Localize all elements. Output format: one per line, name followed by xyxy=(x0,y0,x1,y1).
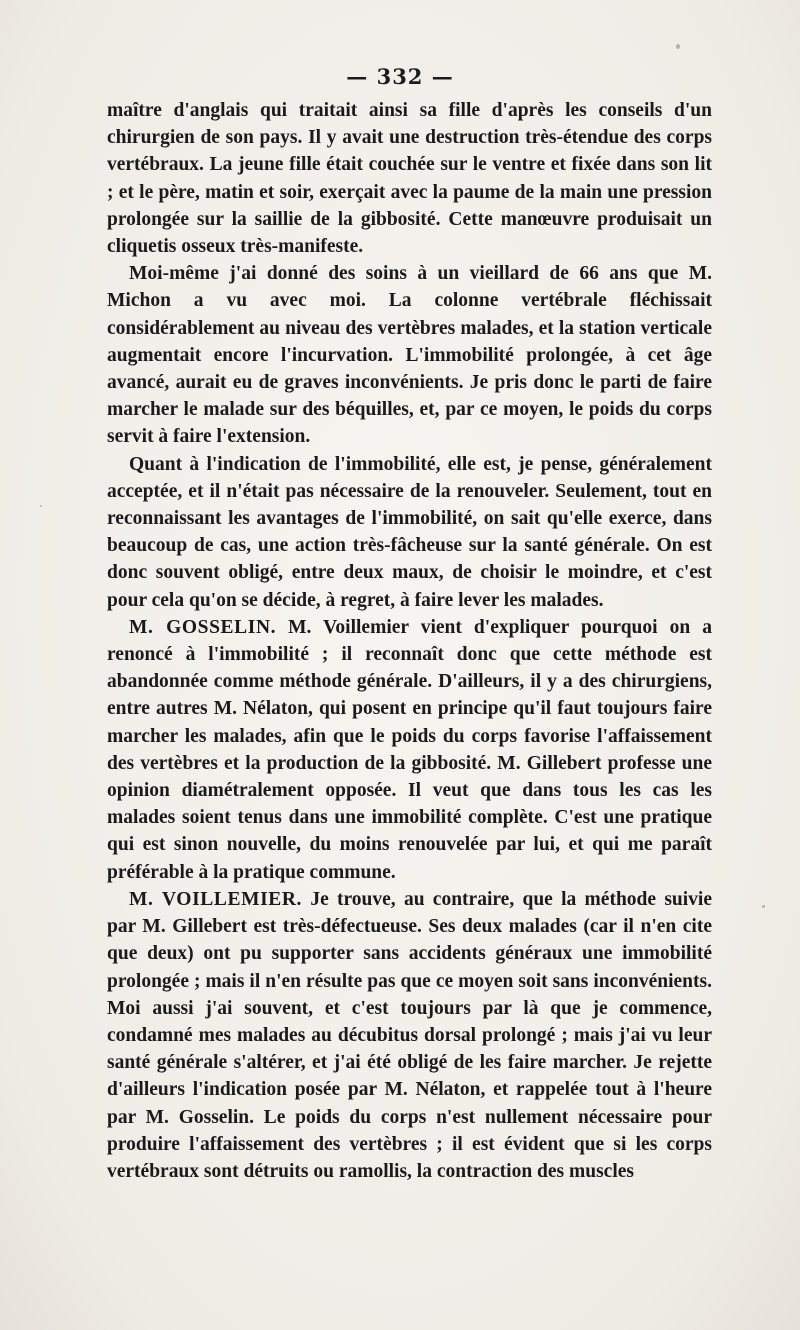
paragraph-1 xyxy=(107,97,712,260)
paragraph-3-text: Quant à l'indication de l'immobilité, elle est, je pense, généralement acceptée, et il n'était pas nécessaire de la renouveler. Seulement, tout en reconnaissant les avantages de l'immobilité, on sait qu'elle exerce, dans beaucoup de cas, une action très-fâcheuse sur la santé générale. On est donc souvent obligé, entre deux maux, de choisir le moindre, et c'est pour cela qu'on se décide, à regret, à faire lever les malades. xyxy=(107,453,712,611)
speaker-name: M. VOILLEMIER. xyxy=(129,888,303,910)
page-number: — 332 — xyxy=(346,64,454,89)
paragraph-2 xyxy=(107,260,712,450)
paper-speck xyxy=(40,505,42,507)
paragraph-5-text: Je trouve, au contraire, que la méthode suivie par M. Gillebert est très-défectueuse. Ses deux malades (car il n'en cite que deux) ont pu supporter sans accidents généraux une immobilité prolongée ; mais il n'en résulte pas que ce moyen soit sans inconvénients. Moi aussi j'ai souvent, et c'est toujours par là que je commence, condamné mes malades au décubitus dorsal prolongé ; mais j'ai vu leur santé générale s'altérer, et j'ai été obligé de les faire marcher. Je rejette d'ailleurs l'indication posée par M. Nélaton, et rappelée tout à l'heure par M. Gosselin. Le poids du corps n'est nullement nécessaire pour produire l'affaissement des vertèbres ; il est évident que si les corps vertébraux sont détruits ou ramollis, la contraction des muscles xyxy=(107,888,712,1182)
paragraph-5 xyxy=(107,886,712,1185)
paragraph-4 xyxy=(107,614,712,886)
paper-speck xyxy=(676,44,680,49)
speaker-name: M. GOSSELIN. xyxy=(129,616,277,638)
paper-speck xyxy=(762,905,765,908)
paragraph-4-text: M. Voillemier vient d'expliquer pourquoi on a renoncé à l'immobilité ; il reconnaît donc que cette méthode est abandonnée comme méthode générale. D'ailleurs, il y a des chirurgiens, entre autres M. Nélaton, qui posent en principe qu'il faut toujours faire marcher les malades, afin que le poids du corps favorise l'affaissement des vertèbres et la production de la gibbosité. M. Gillebert professe une opinion diamétralement opposée. Il veut que dans tous les cas les malades soient tenus dans une immobilité complète. C'est une pratique qui est sinon nouvelle, du moins renouvelée par lui, et qui me paraît préférable à la pratique commune. xyxy=(107,616,712,883)
paragraph-3 xyxy=(107,451,712,614)
paragraph-1-text: maître d'anglais qui traitait ainsi sa fille d'après les conseils d'un chirurgien de son pays. Il y avait une destruction très-étendue des corps vertébraux. La jeune fille était couchée sur le ventre et fixée dans son lit ; et le père, matin et soir, exerçait avec la paume de la main une pression prolongée sur la saillie de la gibbosité. Cette manœuvre produisait un cliquetis osseux très-manifeste. xyxy=(107,100,712,258)
paragraph-2-text: Moi-même j'ai donné des soins à un vieillard de 66 ans que M. Michon a vu avec moi. La colonne vertébrale fléchissait considérablement au niveau des vertèbres malades, et la station verticale augmentait encore l'incurvation. L'immobilité prolongée, à cet âge avancé, aurait eu de graves inconvénients. Je pris donc le parti de faire marcher le malade sur des béquilles, et, par ce moyen, le poids du corps servit à faire l'extension. xyxy=(107,263,712,448)
body-text xyxy=(107,97,712,1185)
